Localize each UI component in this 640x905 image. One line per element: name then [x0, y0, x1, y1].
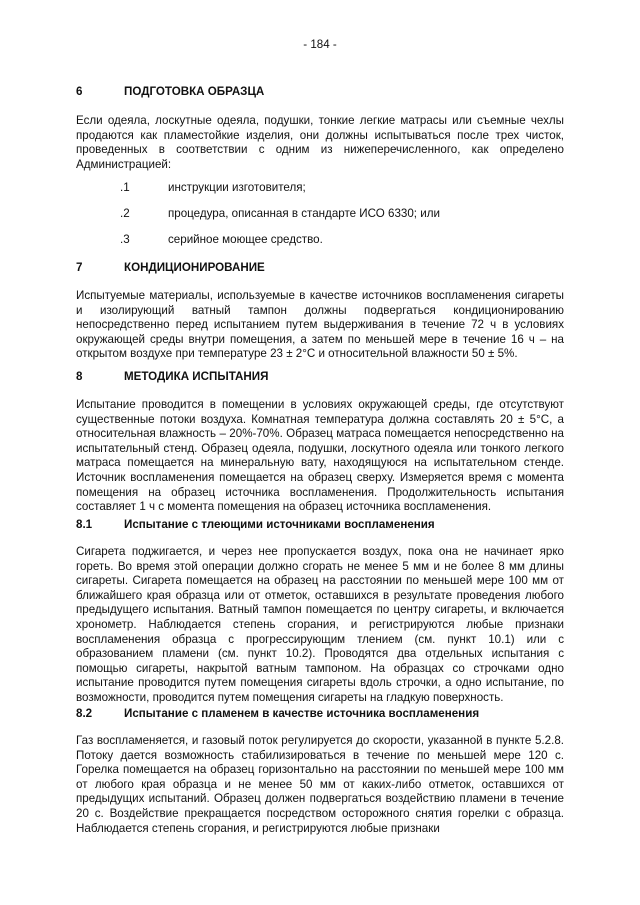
section-6-paragraph: Если одеяла, лоскутные одеяла, подушки, тонкие легкие матрасы или съемные чехлы продаются как пламестойкие изделия, они должны испытываться после трех чисток, проведенных в соответствии с одним из нижеперечисленного, как определено Администрацией: [76, 114, 564, 171]
list-item-text: инструкции изготовителя; [168, 181, 306, 194]
section-title: Испытание с пламенем в качестве источника воспламенения [124, 707, 480, 720]
section-title: ПОДГОТОВКА ОБРАЗЦА [124, 85, 265, 98]
section-number: 8.1 [76, 518, 93, 531]
section-heading-8-1 [76, 518, 564, 532]
section-8-1-paragraph: Сигарета поджигается, и через нее пропускается воздух, пока она не начинает ярко гореть. Во время этой операции должно сгорать не менее 5 мм и не более 8 мм длины сигареты. Сигарета помещается на образец на расстоянии по меньшей мере 100 мм от ближайшего края образца или от отметок, оставшихся в результате проведения любого предыдущего испытания. Ватный тампон помещается по центру сигареты, и включается хронометр. Наблюдается степень сгорания, и регистрируются любые признаки воспламенения образца с прогрессирующим тлением (см. пункт 10.1) или с образованием пламени (см. пункт 10.2). Проводятся два отдельных испытания с помощью сигареты, накрытой ватным тампоном. На образцах со строчками одно испытание проводится путем помещения сигареты вдоль строчки, а одно испытание, по возможности, проводится путем помещения сигареты на гладкую поверхность. [76, 545, 564, 704]
section-heading-8 [76, 370, 564, 384]
section-title: Испытание с тлеющими источниками воспламенения [124, 518, 435, 531]
section-number: 7 [76, 261, 83, 274]
section-8-2-paragraph: Газ воспламеняется, и газовый поток регулируется до скорости, указанной в пункте 5.2.8. Потоку дается возможность стабилизироваться в течение по меньшей мере 120 с. Горелка помещается на образец горизонтально на расстоянии по меньшей мере 100 мм от любого края образца и не менее 50 мм от каких-либо отметок, оставшихся от предыдущих испытаний. Образец должен подвергаться воздействию пламени в течение 20 с. Воздействие прекращается посредством осторожного снятия горелки с образца. Наблюдается степень сгорания, и регистрируются любые признаки [76, 734, 564, 835]
page-number: - 184 - [303, 38, 337, 51]
section-title: МЕТОДИКА ИСПЫТАНИЯ [124, 370, 269, 383]
section-title: КОНДИЦИОНИРОВАНИЕ [124, 261, 265, 274]
section-number: 8 [76, 370, 83, 383]
list-item-text: серийное моющее средство. [168, 233, 323, 246]
list-item [120, 181, 564, 195]
section-number: 8.2 [76, 707, 93, 720]
list-item-number: .2 [120, 207, 130, 220]
list-item-number: .1 [120, 181, 130, 194]
section-7-paragraph: Испытуемые материалы, используемые в качестве источников воспламенения сигареты и изолирующий ватный тампон должны подвергаться кондиционированию непосредственно перед испытанием путем выдерживания в течение 72 ч в условиях окружающей среды внутри помещения, а затем по меньшей мере в течение 16 ч – на открытом воздухе при температуре 23 ± 2°С и относительной влажности 50 ± 5%. [76, 289, 564, 361]
list-item [120, 207, 564, 221]
list-item [120, 233, 564, 247]
section-heading-6 [76, 85, 564, 99]
section-8-paragraph: Испытание проводится в помещении в условиях окружающей среды, где отсутствуют существенные потоки воздуха. Комнатная температура должна составлять 20 ± 5°С, а относительная влажность – 20%-70%. Образец матраса помещается непосредственно на испытательный стенд. Образец одеяла, подушки, лоскутного одеяла или тонкого легкого матраса помещается на минеральную вату, находящуюся на испытательном стенде. Источник воспламенения помещается на образец сверху. Измеряется время с момента помещения на образец источника воспламенения. Продолжительность испытания составляет 1 ч с момента помещения на образец источника воспламенения. [76, 398, 564, 514]
section-heading-7 [76, 261, 564, 275]
list-item-text: процедура, описанная в стандарте ИСО 6330; или [168, 207, 440, 220]
section-heading-8-2 [76, 707, 564, 721]
list-item-number: .3 [120, 233, 130, 246]
section-number: 6 [76, 85, 83, 98]
